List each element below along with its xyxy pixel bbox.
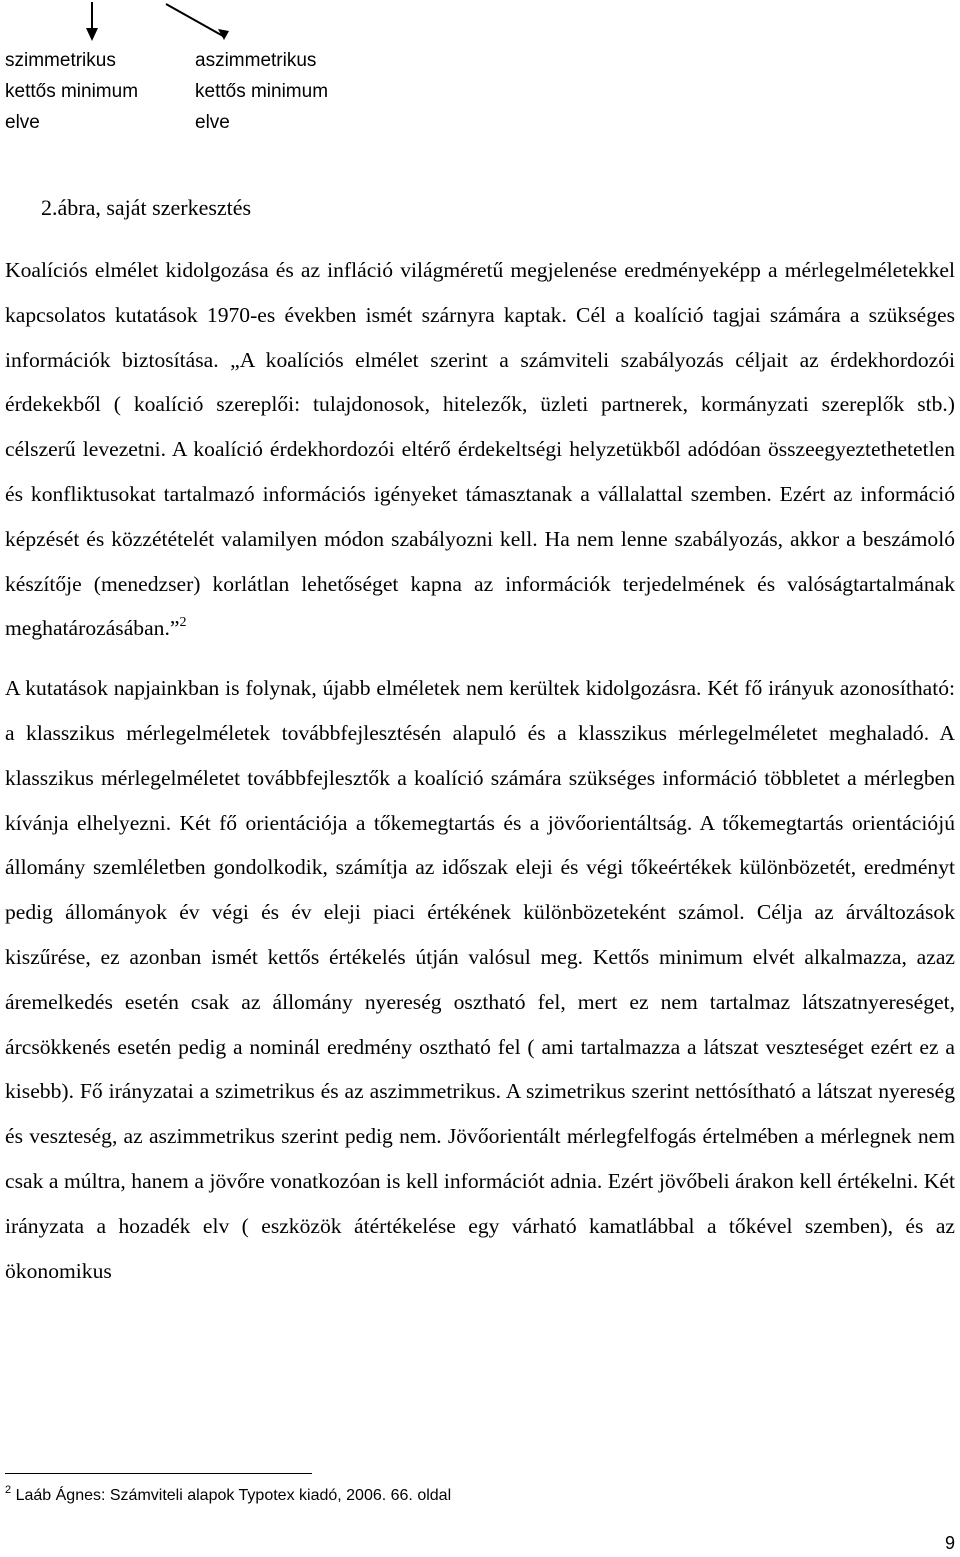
footnote-divider bbox=[5, 1473, 312, 1474]
footnote-reference[interactable]: 2 bbox=[179, 615, 187, 631]
diagram-label-asymmetric: aszimmetrikus kettős minimum elve bbox=[195, 50, 329, 133]
footnote-text: Laáb Ágnes: Számviteli alapok Typotex kiadó, 2006. 66. oldal bbox=[15, 1487, 452, 1504]
main-text bbox=[5, 248, 955, 1293]
arrow-down-icon bbox=[86, 2, 98, 41]
page-number: 9 bbox=[944, 1533, 955, 1553]
diagram-arrows bbox=[0, 0, 960, 50]
footnote bbox=[5, 1484, 451, 1508]
footnote-number: 2 bbox=[5, 1484, 12, 1496]
figure-caption: 2.ábra, saját szerkesztés bbox=[41, 195, 252, 220]
diagram-label-symmetric: szimmetrikus kettős minimum elve bbox=[5, 50, 139, 133]
paragraph-1-text: Koalíciós elmélet kidolgozása és az infláció világméretű megjelenése eredményeképp a mérlegelméletekkel kapcsolatos kutatások 1970-es években ismét szárnyra kaptak. Cél a koalíció tagjai számára a szükséges információk biztosítása. „A koalíciós elmélet szerint a számviteli szabályozás céljait az érdekhordozói érdekekből ( koalíció szereplői: tulajdonosok, hitelezők, üzleti partnerek, kormányzati szereplők stb.) célszerű levezetni. A koalíció érdekhordozói eltérő érdekeltségi helyzetükből adódóan összeegyeztethetetlen és konfliktusokat tartalmazó információs igényeket támasztanak a vállalattal szemben. Ezért az információ képzését és közzétételét valamilyen módon szabályozni kell. Ha nem lenne szabályozás, akkor a beszámoló készítője (menedzser) korlátlan lehetőséget kapna az információk terjedelmének és valóságtartalmának meghatározásában.” bbox=[5, 258, 955, 641]
paragraph-1 bbox=[5, 248, 955, 651]
paragraph-2: A kutatások napjainkban is folynak, újabb elméletek nem kerültek kidolgozásra. Két fő irányuk azonosítható: a klasszikus mérlegelméletek továbbfejlesztésén alapuló és a klasszikus mérlegelméletet meghaladó. A klasszikus mérlegelméletet továbbfejlesztők a koalíció számára szükséges információ többletet a mérlegben kívánja elhelyezni. Két fő orientációja a tőkemegtartás és a jövőorientáltság. A tőkemegtartás orientációjú állomány szemléletben gondolkodik, számítja az időszak eleji és végi tőkeértékek különbözetét, eredményt pedig állományok év végi és év eleji piaci értékének különbözeteként számol. Célja az árváltozások kiszűrése, ez azonban ismét kettős értékelés útján valósul meg. Kettős minimum elvét alkalmazza, azaz áremelkedés esetén csak az állomány nyereség osztható fel, mert ez nem tartalmaz látszatnyereséget, árcsökkenés esetén pedig a nominál eredmény osztható fel ( ami tartalmazza a látszat veszteséget ezért ez a kisebb). Fő irányzatai a szimetrikus és az aszimmetrikus. A szimetrikus szerint nettósítható a látszat nyereség és veszteség, az aszimmetrikus szerint pedig nem. Jövőorientált mérlegfelfogás értelmében a mérlegnek nem csak a múltra, hanem a jövőre vonatkozóan is kell információt adnia. Ezért jövőbeli árakon kell értékelni. Két irányzata a hozadék elv ( eszközök átértékelése egy várható kamatlábbal a tőkével szemben), és az ökonomikus bbox=[5, 676, 955, 1283]
arrow-diagonal-icon bbox=[166, 4, 229, 40]
